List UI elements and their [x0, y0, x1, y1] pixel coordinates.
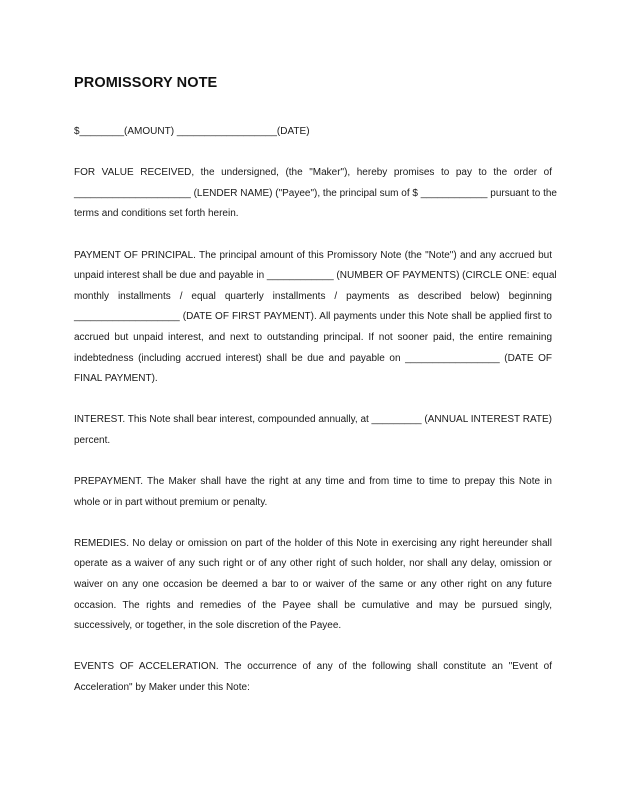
paragraph-interest — [74, 410, 552, 451]
text-line: terms and conditions set forth herein. — [74, 208, 239, 220]
text-line: monthly installments / equal quarterly installments / payments as described below) beginning — [74, 290, 552, 302]
text-line: ___________________ (DATE OF FIRST PAYMENT). All payments under this Note shall be applied first to — [74, 311, 552, 323]
paragraph-payment-of-principal — [74, 246, 557, 390]
paragraph-events-of-acceleration — [74, 657, 552, 698]
text-line: successively, or together, in the sole discretion of the Payee. — [74, 620, 342, 632]
text-line: occasion. The rights and remedies of the Payee shall be cumulative and may be pursued singly, — [74, 599, 552, 611]
text-line: percent. — [74, 434, 111, 446]
text-line: waiver on any one occasion be deemed a bar to or waiver of the same or any other right on any future — [74, 579, 552, 591]
text-line: indebtedness (including accrued interest) shall be due and payable on _________________ (DATE OF — [74, 352, 552, 364]
text-line: unpaid interest shall be due and payable in ____________ (NUMBER OF PAYMENTS) (CIRCLE ONE: equal — [74, 270, 557, 282]
text-line: $________(AMOUNT) __________________(DATE) — [74, 126, 310, 137]
paragraph-prepayment — [74, 472, 552, 513]
text-line: INTEREST. This Note shall bear interest, compounded annually, at _________ (ANNUAL INTEREST RATE) — [74, 414, 552, 426]
paragraph-for-value-received — [74, 163, 557, 225]
text-line: whole or in part without premium or penalty. — [74, 496, 268, 508]
text-line: FOR VALUE RECEIVED, the undersigned, (the "Maker"), hereby promises to pay to the order of — [74, 167, 552, 179]
document-body — [74, 122, 557, 719]
text-line: PREPAYMENT. The Maker shall have the right at any time and from time to time to prepay this Note in — [74, 476, 552, 488]
document-title: PROMISSORY NOTE — [74, 75, 218, 91]
paragraph-remedies — [74, 534, 552, 637]
text-line: Acceleration" by Maker under this Note: — [74, 682, 250, 694]
text-line: _____________________ (LENDER NAME) ("Payee"), the principal sum of $ ____________ pursuant to the — [74, 187, 557, 199]
text-line: accrued but unpaid interest, and next to outstanding principal. If not sooner paid, the entire remaining — [74, 331, 552, 343]
text-line: operate as a waiver of any such right or of any other right of such holder, nor shall any delay, omission or — [74, 558, 552, 570]
text-line: EVENTS OF ACCELERATION. The occurrence of any of the following shall constitute an "Event of — [74, 661, 552, 673]
text-line: FINAL PAYMENT). — [74, 373, 158, 385]
text-line: PAYMENT OF PRINCIPAL. The principal amount of this Promissory Note (the "Note") and any accrued but — [74, 249, 552, 261]
paragraph-amount-date — [74, 122, 552, 143]
text-line: REMEDIES. No delay or omission on part of the holder of this Note in exercising any right hereunder shall — [74, 537, 552, 549]
